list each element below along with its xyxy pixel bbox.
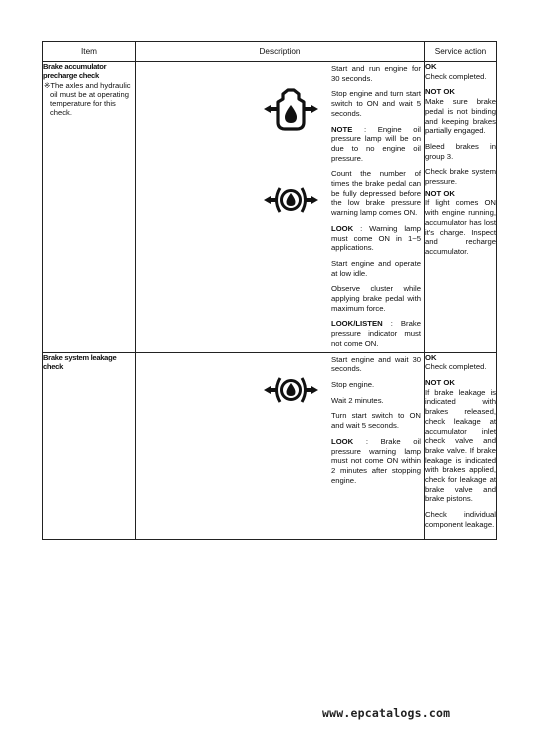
service-action-cell [425, 352, 497, 539]
description-look: LOOK : Warning lamp must come ON in 1~5 applications. [331, 223, 421, 253]
table-row [43, 62, 497, 353]
description-step: Start engine and operate at low idle. [331, 258, 421, 278]
action-step: Check individual component leakage. [425, 510, 496, 529]
description-step: Start and run engine for 30 seconds. [331, 64, 421, 83]
action-step: Bleed brakes in group 3. [425, 141, 496, 161]
description-step: Stop engine. [331, 379, 375, 389]
action-ok: OK Check completed. [425, 352, 487, 372]
item-cell [43, 62, 136, 353]
action-ok: OK Check completed. [425, 62, 487, 81]
description-cell [136, 352, 425, 539]
description-step: Start engine and wait 30 seconds. [331, 354, 421, 374]
header-service-action: Service action [425, 42, 497, 62]
item-cell [43, 352, 136, 539]
description-step: Wait 2 minutes. [331, 395, 384, 405]
header-description: Description [136, 42, 425, 62]
description-cell [136, 62, 425, 353]
description-step: Observe cluster while applying brake pedal with maximum force. [331, 284, 421, 313]
action-not-ok: NOT OK Make sure brake pedal is not binding and keeping brakes partially engaged. [425, 87, 496, 136]
action-step: Check brake system pressure. [425, 167, 496, 187]
description-look-listen: LOOK/LISTEN : Brake pressure indicator must not come ON. [331, 319, 421, 348]
description-step: Stop engine and turn start switch to ON and wait 5 seconds. [331, 89, 421, 118]
service-check-table [42, 41, 497, 540]
item-title: Brake accumulator precharge check [43, 62, 107, 81]
footer-website: www.epcatalogs.com [322, 706, 451, 720]
table-row [43, 352, 497, 539]
engine-oil-pressure-icon [263, 88, 319, 132]
description-step: Turn start switch to ON and wait 5 seconds. [331, 411, 421, 431]
action-not-ok: NOT OK If light comes ON with engine running, accumulator has lost it's charge. Inspect and recharge accumulator. [425, 188, 496, 256]
brake-pressure-warning-icon [263, 181, 319, 219]
action-not-ok: NOT OK If brake leakage is indicated with brakes released, check leakage at accumulator inlet check valve and brake valve. If brake leakage is indicated with brakes applied, check for leakage at brake valve and brake pistons. [425, 377, 496, 504]
description-look: LOOK : Brake oil pressure warning lamp must not come ON within 2 minutes after stopping engine. [331, 436, 421, 485]
description-note: NOTE : Engine oil pressure lamp will be on due to no engine oil pressure. [331, 124, 421, 163]
item-title: Brake system leakage check [43, 352, 117, 371]
brake-pressure-warning-icon [263, 371, 319, 409]
header-item: Item [43, 42, 136, 62]
table-header-row [43, 42, 497, 62]
service-action-cell [425, 62, 497, 353]
description-step: Count the number of times the brake pedal can be fully depressed before the low brake pressure warning lamp comes ON. [331, 169, 421, 218]
item-note: ※The axles and hydraulic oil must be at operating temperature for this check. [44, 80, 131, 118]
